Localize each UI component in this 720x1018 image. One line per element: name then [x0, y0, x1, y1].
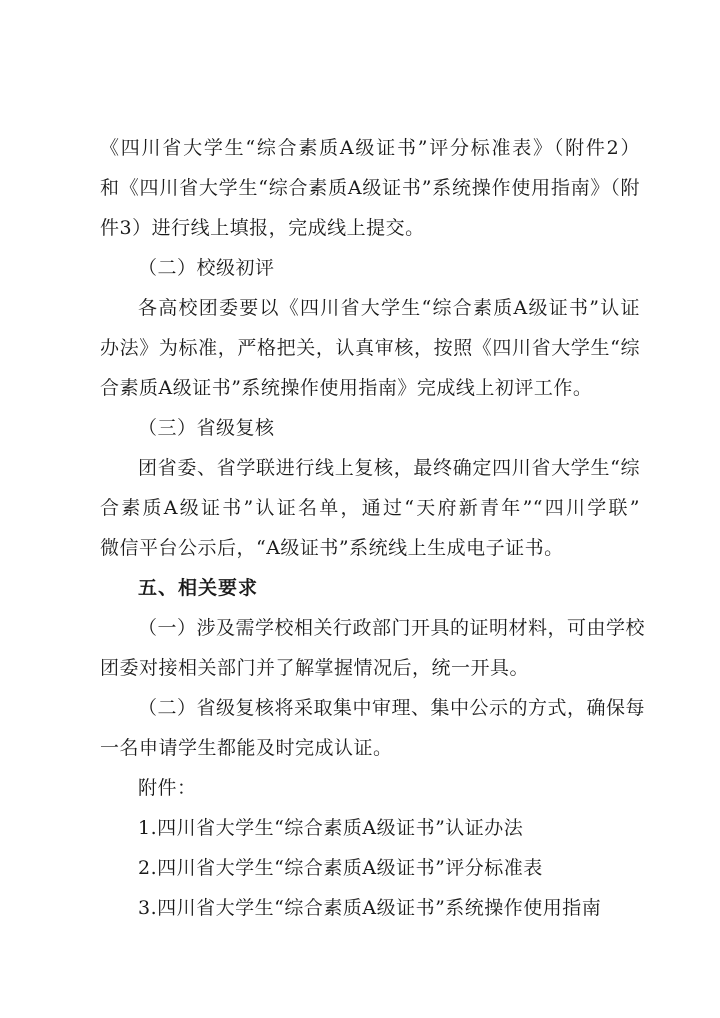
paragraph-line: （一）涉及需学校相关行政部门开具的证明材料，可由学校: [138, 617, 646, 639]
paragraph-line: 团省委、省学联进行线上复核，最终确定四川省大学生“综: [138, 457, 640, 479]
paragraph-line: 件3）进行线上填报，完成线上提交。: [100, 217, 425, 239]
paragraph-line: 办法》为标准，严格把关，认真审核，按照《四川省大学生“综: [100, 337, 640, 359]
section-subheading: （二）校级初评: [138, 257, 275, 279]
section-subheading: （三）省级复核: [138, 417, 275, 439]
attachment-item: 2.四川省大学生“综合素质A级证书”评分标准表: [138, 857, 543, 879]
paragraph-line: 各高校团委要以《四川省大学生“综合素质A级证书”认证: [138, 297, 640, 319]
attachments-label: 附件：: [138, 777, 197, 799]
paragraph-line: 合素质A级证书”系统操作使用指南》完成线上初评工作。: [100, 377, 593, 399]
paragraph-line: 微信平台公示后，“A级证书”系统线上生成电子证书。: [100, 537, 564, 559]
paragraph-line: 和《四川省大学生“综合素质A级证书”系统操作使用指南》（附: [100, 177, 640, 199]
section-heading: 五、相关要求: [138, 577, 259, 599]
attachment-item: 1.四川省大学生“综合素质A级证书”认证办法: [138, 817, 524, 839]
attachment-item: 3.四川省大学生“综合素质A级证书”系统操作使用指南: [138, 897, 602, 919]
paragraph-line: 一名申请学生都能及时完成认证。: [100, 737, 393, 759]
paragraph-line: 团委对接相关部门并了解掌握情况后，统一开具。: [100, 657, 530, 679]
paragraph-line: （二）省级复核将采取集中审理、集中公示的方式，确保每: [138, 697, 646, 719]
paragraph-line: 合素质A级证书”认证名单，通过“天府新青年”“四川学联”: [100, 497, 640, 519]
paragraph-line: 《四川省大学生“综合素质A级证书”评分标准表》（附件2）: [100, 137, 640, 159]
